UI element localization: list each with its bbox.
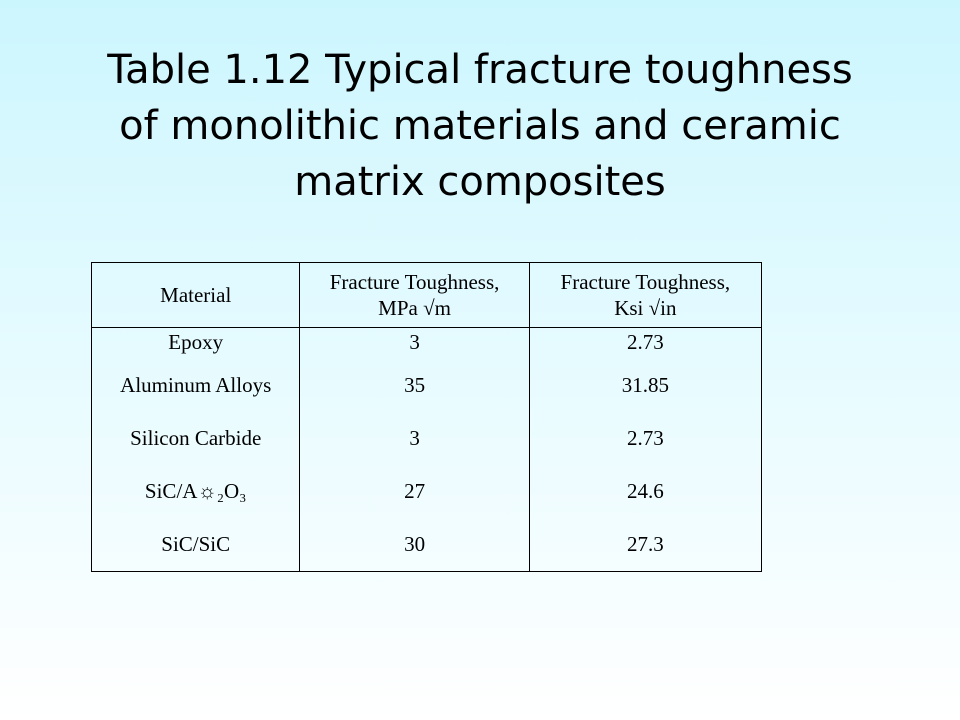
table-row <box>92 359 762 412</box>
header-ksi <box>529 263 761 328</box>
cell-mpa: 3 <box>300 328 529 360</box>
header-mpa-line-2: MPa √m <box>378 296 451 320</box>
title-line-3: matrix composites <box>294 159 666 205</box>
cell-mpa: 35 <box>300 359 529 412</box>
header-material: Material <box>92 263 300 328</box>
cell-material: SiC/A☼₂O₃ <box>92 465 300 518</box>
cell-material: Epoxy <box>92 328 300 360</box>
cell-mpa: 30 <box>300 518 529 572</box>
cell-ksi: 31.85 <box>529 359 761 412</box>
title-line-2: of monolithic materials and ceramic <box>119 103 841 149</box>
cell-material: SiC/SiC <box>92 518 300 572</box>
cell-mpa: 27 <box>300 465 529 518</box>
cell-ksi: 27.3 <box>529 518 761 572</box>
table-header-row <box>92 263 762 328</box>
header-ksi-line-2: Ksi √in <box>614 296 677 320</box>
cell-ksi: 24.6 <box>529 465 761 518</box>
table-row <box>92 518 762 572</box>
cell-ksi: 2.73 <box>529 328 761 360</box>
cell-material: Aluminum Alloys <box>92 359 300 412</box>
slide-title <box>40 42 920 210</box>
fracture-toughness-table <box>91 262 762 572</box>
cell-mpa: 3 <box>300 412 529 465</box>
table-row <box>92 328 762 360</box>
table-row <box>92 412 762 465</box>
header-ksi-line-1: Fracture Toughness, <box>560 270 731 294</box>
table-row <box>92 465 762 518</box>
header-mpa <box>300 263 529 328</box>
cell-ksi: 2.73 <box>529 412 761 465</box>
title-line-1: Table 1.12 Typical fracture toughness <box>107 47 853 93</box>
header-mpa-line-1: Fracture Toughness, <box>329 270 500 294</box>
cell-material: Silicon Carbide <box>92 412 300 465</box>
